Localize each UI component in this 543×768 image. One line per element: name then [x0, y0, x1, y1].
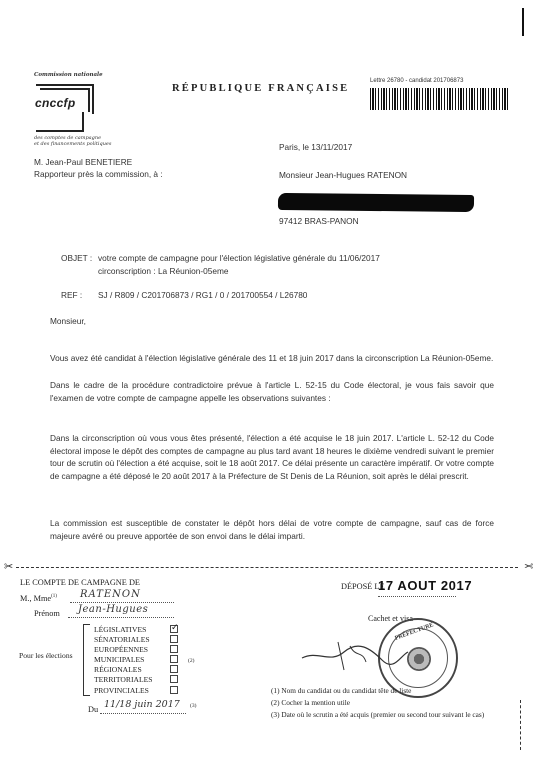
election-row[interactable]: [94, 675, 178, 685]
object-line1: votre compte de campagne pour l'élection législative générale du 11/06/2017: [98, 253, 380, 263]
election-row[interactable]: [94, 635, 178, 645]
prenom-handwritten: Jean-Hugues: [78, 604, 149, 615]
barcode: [370, 88, 510, 110]
checkbox-senatoriales[interactable]: [170, 635, 178, 643]
paragraph-procedure: Dans le cadre de la procédure contradictoire prévue à l'article L. 52-15 du Code électoral, je vous fais savoir que l'examen de votre compte de campagne appelle les observations suivantes :: [50, 380, 494, 403]
election-label: SÉNATORIALES: [94, 635, 150, 645]
depose-label: DÉPOSÉ LE: [341, 582, 385, 591]
election-label: MUNICIPALES: [94, 655, 145, 665]
ref-value: SJ / R809 / C201706873 / RG1 / 0 / 201700554 / L26780: [98, 290, 308, 300]
place-date: Paris, le 13/11/2017: [279, 142, 353, 152]
m-dots: [70, 602, 174, 603]
page-edge-mark: [522, 8, 524, 36]
checkbox-europeennes[interactable]: [170, 645, 178, 653]
paragraph-deadline: Dans la circonscription où vous vous êtes présenté, l'élection a été acquise le 18 juin 2017. L'article L. 52-12 du Code électoral impose le dépôt des comptes de campagne au plus tard avant 18 heures le dixième vendredi suivant le premier tour de scrutin où l'élection a été acquise, soit le 18 août 2017. Ce délai présente un caractère impératif. Or votre compte de campagne a été déposé le 20 août 2017 à la Préfecture de St Denis de La Réunion, soit après le délai prescrit.: [50, 433, 494, 481]
checkbox-municipales[interactable]: [170, 655, 178, 663]
paragraph-force-majeure: La commission est susceptible de constater le dépôt hors délai de votre compte de campagne, sauf cas de force majeure avéré ou preuve apportée de son envoi dans le délai imparti.: [50, 518, 494, 541]
m-label: [20, 594, 57, 603]
election-row[interactable]: [94, 625, 178, 635]
sender-role: Rapporteur près la commission, à :: [34, 169, 163, 179]
ref-label: REF :: [61, 290, 83, 300]
election-row[interactable]: [94, 655, 178, 665]
footnote-1: (1) Nom du candidat ou du candidat tête de liste: [271, 686, 412, 695]
footnote-3: (3) Date où le scrutin a été acquis (premier ou second tour suivant le cas): [271, 710, 485, 719]
checkbox-provinciales[interactable]: [170, 686, 178, 694]
m-handwritten: RATENON: [80, 589, 141, 600]
du-handwritten: 11/18 juin 2017: [104, 699, 180, 710]
note2-marker: (2): [188, 658, 195, 664]
scissors-left-icon: ✂: [4, 561, 14, 573]
edge-dashes: [520, 700, 521, 750]
logo-sub2: et des financements politiques: [34, 141, 112, 147]
sender-name: M. Jean-Paul BENETIERE: [34, 157, 133, 167]
cut-line: [16, 567, 518, 568]
prenom-label: Prénom: [34, 609, 60, 618]
depose-dots: [378, 596, 456, 597]
recipient-city: 97412 BRAS-PANON: [279, 216, 359, 226]
stamp-emblem: [407, 647, 431, 671]
salutation: Monsieur,: [50, 316, 86, 326]
elections-label: Pour les élections: [19, 651, 73, 660]
republic-heading: RÉPUBLIQUE FRANÇAISE: [172, 83, 350, 94]
letter-reference: Lettre 26780 - candidat 201706873: [370, 78, 464, 84]
du-label: Du: [88, 705, 99, 714]
note1-marker: (1): [51, 594, 57, 600]
paragraph-candidacy: Vous avez été candidat à l'élection législative générale des 11 et 18 juin 2017 dans la circonscription La Réunion-05eme.: [50, 353, 494, 363]
m-label-text: M., Mme: [20, 594, 52, 603]
logo-org: Commission nationale: [34, 72, 103, 78]
footnote-2: (2) Cocher la mention utile: [271, 698, 351, 707]
election-label: TERRITORIALES: [94, 675, 153, 685]
elections-bracket: [83, 624, 90, 696]
redacted-address: [278, 193, 474, 212]
stamp-text: PRÉFECTURE: [394, 622, 435, 642]
cnccfp-logo: [34, 72, 112, 148]
du-dots: [100, 713, 186, 714]
signature: [300, 630, 410, 680]
election-label: PROVINCIALES: [94, 685, 149, 695]
object-line2: circonscription : La Réunion-05eme: [98, 266, 229, 276]
note3-marker: (3): [190, 703, 197, 709]
logo-text: cnccfp: [35, 96, 76, 110]
logo-frame-low: [36, 112, 84, 132]
election-row[interactable]: [94, 645, 178, 655]
election-label: RÉGIONALES: [94, 665, 142, 675]
checkbox-legislatives[interactable]: [170, 625, 178, 633]
object-label: OBJET :: [61, 253, 93, 263]
elections-list: [94, 625, 178, 696]
recipient-name: Monsieur Jean-Hugues RATENON: [279, 170, 408, 180]
checkbox-territoriales[interactable]: [170, 675, 178, 683]
scissors-right-icon: ✂: [524, 561, 534, 573]
form-title: LE COMPTE DE CAMPAGNE DE: [20, 578, 141, 587]
election-label: LÉGISLATIVES: [94, 625, 147, 634]
checkbox-regionales[interactable]: [170, 665, 178, 673]
election-row[interactable]: [94, 665, 178, 675]
cachet-label: Cachet et visa: [368, 614, 413, 623]
election-label: EUROPÉENNES: [94, 645, 149, 655]
prenom-dots: [68, 617, 174, 618]
election-row[interactable]: [94, 686, 178, 696]
depose-date-stamp: 17 AOUT 2017: [378, 578, 473, 593]
logo-sub1: des comptes de campagne: [34, 135, 102, 141]
